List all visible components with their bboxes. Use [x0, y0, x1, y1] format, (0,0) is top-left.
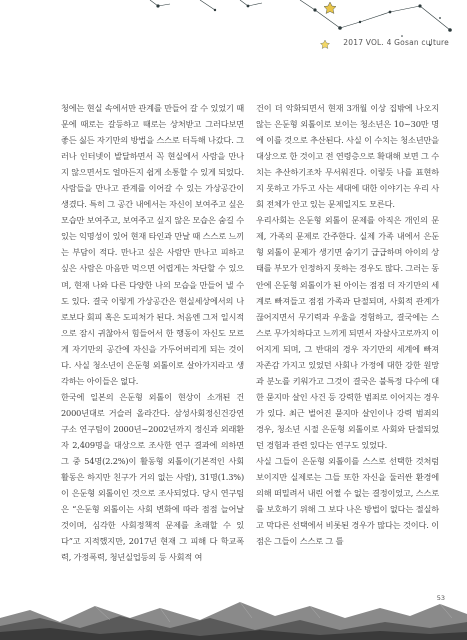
page-number: 53: [436, 594, 445, 602]
body-paragraph: 우리사회는 은둔형 외톨이 문제를 아직은 개인의 문제, 가족의 문제로 간주한다. 실제 가족 내에서 은둔형 외톨이 문제가 생기면 숨기기 급급하며 아이의 상태를 부모가 인정하지 못하는 경우도 많다. 그러는 동안에 은둔형 외톨이가 된 아이는 점점 더 자기만의 세계로 빠져들고 점점 가족과 단절되며, 사회적 관계가 끊어지면서 무기력과 우울을 경험하고, 결국에는 스스로 무가치하다고 느끼게 되면서 자살사고로까지 이어지게 되며, 그 반대의 경우 자기만의 세계에 빠져 자존감 가지고 있었던 사회나 가정에 대한 강한 원망과 분노를 키워가고 그것이 결국은 불특정 다수에 대한 묻지마 살인 사건 등 강력한 범죄로 이어지는 경우가 있다. 최근 벌어진 묻지마 살인이나 강력 범죄의 경우, 청소년 시절 은둔형 외톨이로 사회와 단절되었던 경험과 관련 있다는 연구도 있었다.: [256, 215, 439, 450]
starry-sky-decoration: [0, 0, 467, 60]
body-paragraph: 건이 더 악화되면서 현재 3개월 이상 집밖에 나오지 않는 은둔형 외톨이로 보이는 청소년은 10~30만 명에 이를 것으로 추산된다. 사실 이 수치는 청소년만을 대상으로 한 것이고 전 연령층으로 확대해 보면 그 수치는 추산하기조차 무서워진다. 이렇듯 나를 표현하지 못하고 가두고 사는 세대에 대한 이야기는 우리 사회 전체가 안고 있는 문제일지도 모른다.: [256, 103, 439, 210]
body-paragraph: 청에는 현실 속에서만 관계를 만들어 갈 수 있었기 때문에 때로는 갈등하고 때로는 상처받고 그러다보면 좋든 싫든 자기만의 방법을 스스로 터득해 나갔다. 그러나 인터넷이 발달하면서 꼭 현실에서 사람을 만나지 않으면서도 얼마든지 쉽게 소통할 수 있게 되었다. 사람들을 만나고 관계를 이어갈 수 있는 가상공간이 생겼다. 특히 그 공간 내에서는 자신이 보여주고 싶은 모습만 보여주고, 보여주고 싶지 않은 모습은 숨길 수 있는 익명성이 있어 현재 타인과 만날 때 스스로 느끼는 부담이 적다. 만나고 싶은 사람만 만나고 피하고 싶은 사람은 마음만 먹으면 어렵게는 차단할 수 있으며, 현재 나와 다른 다양한 나의 모습을 만들어 낼 수도 있다. 결국 이렇게 가상공간은 현실세상에서의 나로보다 회피 혹은 도피처가 된다. 처음엔 그저 일시적으로 잠시 귀찮아서 힘들어서 한 행동이 자신도 모르게 자기만의 공간에 자신을 가두어버리게 되는 것이다. 사실 청소년이 은둔형 외톨이로 살아가지라고 생각하는 아이들은 없다.: [61, 103, 244, 386]
right-text-column: [256, 100, 439, 549]
body-paragraph: 사실 그들이 은둔형 외톨이를 스스로 선택한 것처럼 보이지만 실제로는 그들 또한 자신을 둘러싼 환경에 의해 떠밀려서 내린 어쩔 수 없는 결정이었고, 스스로를 보호하기 위해 그 보다 나은 방법이 없다는 절실하고 막다른 선택에서 비롯된 경우가 많다는 것이다. 이 점은 그들이 스스로 그 틀: [256, 456, 439, 547]
mountain-silhouette-decoration: [0, 588, 467, 640]
header-issue-label: 2017 VOL. 4 Gosan culture: [343, 38, 449, 47]
body-paragraph: 한국에 일본의 은둔형 외톨이 현상이 소개된 건 2000년대로 거슬러 올라간다. 삼성사회정신건강연구소 연구팀이 2000년~2002년까지 정신과 외래환자 2,409명을 대상으로 조사한 연구 결과에 의하면 그 중 54명(2.2%)이 활동형 외톨이(기본적인 사회활동은 하지만 친구가 거의 없는 사람), 31명(1.3%)이 은둔형 외톨이인 것으로 조사되었다. 당시 연구팀은 “은둔형 외톨이는 사회 변화에 따라 점점 늘어날 것이며, 심각한 사회정책적 문제를 초래할 수 있다”고 지적했지만, 2017년 현재 그 피해 다 학교폭력, 가정폭력, 청년실업등의 등 사회적 여: [61, 391, 244, 563]
left-text-column: [61, 100, 244, 565]
